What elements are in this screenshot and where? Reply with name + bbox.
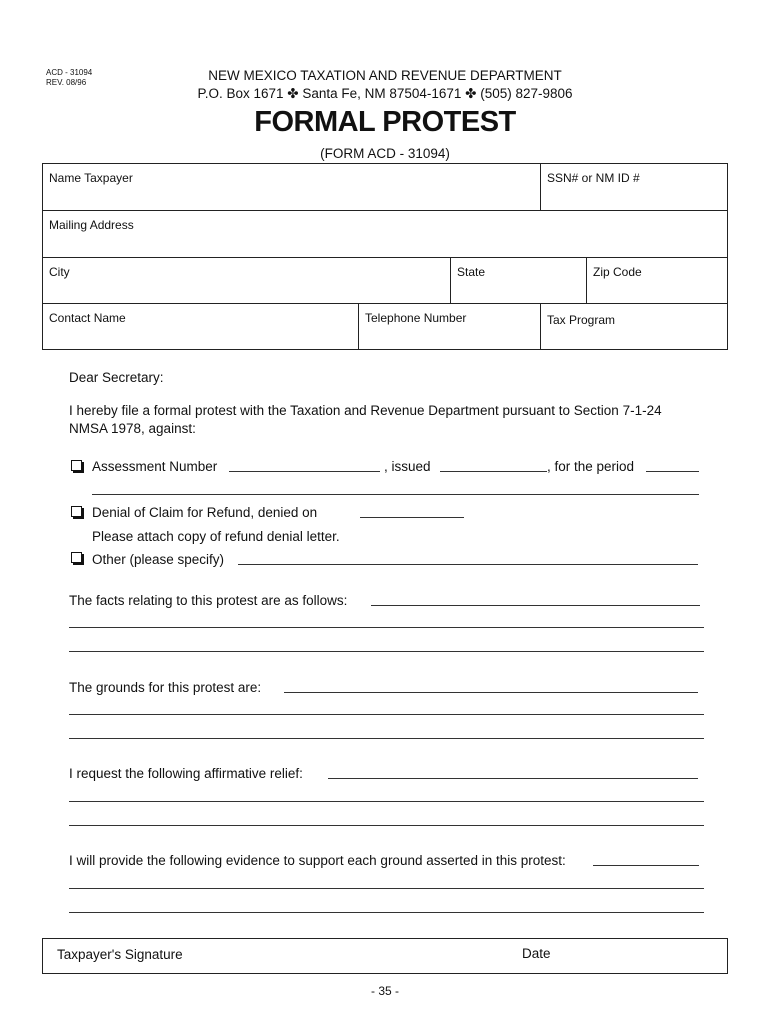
period-label: , for the period xyxy=(547,459,635,474)
other-label: Other (please specify) xyxy=(92,552,225,567)
form-revision: REV. 08/96 xyxy=(46,78,87,87)
name-taxpayer-label: Name Taxpayer xyxy=(49,171,133,185)
mailing-address-field[interactable] xyxy=(43,211,727,258)
evidence-line-2[interactable] xyxy=(69,888,704,889)
signature-box xyxy=(42,938,728,974)
denial-label: Denial of Claim for Refund, denied on xyxy=(92,505,318,520)
relief-line-1[interactable] xyxy=(328,778,698,779)
denial-note: Please attach copy of refund denial letter. xyxy=(92,529,340,544)
facts-line-1[interactable] xyxy=(371,605,700,606)
taxpayer-signature-field[interactable]: Taxpayer's Signature xyxy=(57,947,183,962)
evidence-line-3[interactable] xyxy=(69,912,704,913)
taxpayer-info-grid xyxy=(42,163,728,350)
grounds-label: The grounds for this protest are: xyxy=(69,680,262,695)
tax-program-label: Tax Program xyxy=(547,313,616,327)
form-subtitle: (FORM ACD - 31094) xyxy=(320,146,450,161)
tax-program-field[interactable] xyxy=(541,304,727,349)
contact-name-label: Contact Name xyxy=(49,311,126,325)
grounds-line-2[interactable] xyxy=(69,714,704,715)
intro-line-1: I hereby file a formal protest with the Taxation and Revenue Department pursuant to Section 7-1-24 xyxy=(69,403,662,418)
assessment-continuation-line[interactable] xyxy=(92,494,699,495)
state-field[interactable] xyxy=(451,258,587,304)
mailing-address-label: Mailing Address xyxy=(49,218,134,232)
department-address: P.O. Box 1671 ✤ Santa Fe, NM 87504-1671 ✤ (505) 827-9806 xyxy=(197,86,573,101)
city-field[interactable] xyxy=(43,258,451,304)
state-label: State xyxy=(457,265,486,279)
contact-name-field[interactable] xyxy=(43,304,359,349)
city-label: City xyxy=(49,265,70,279)
zip-field[interactable] xyxy=(587,258,727,304)
facts-label: The facts relating to this protest are as follows: xyxy=(69,593,348,608)
name-taxpayer-field[interactable] xyxy=(43,164,541,211)
facts-line-3[interactable] xyxy=(69,651,704,652)
facts-line-2[interactable] xyxy=(69,627,704,628)
zip-label: Zip Code xyxy=(593,265,642,279)
other-specify-line[interactable] xyxy=(238,564,698,565)
relief-line-2[interactable] xyxy=(69,801,704,802)
denial-date-line[interactable] xyxy=(360,517,464,518)
grounds-line-1[interactable] xyxy=(284,692,698,693)
date-field[interactable]: Date xyxy=(522,946,551,961)
ssn-field[interactable] xyxy=(541,164,727,211)
assessment-number-line[interactable] xyxy=(229,471,380,472)
denial-checkbox[interactable] xyxy=(71,506,82,517)
assessment-checkbox[interactable] xyxy=(71,460,82,471)
issued-date-line[interactable] xyxy=(440,471,547,472)
issued-label: , issued xyxy=(384,459,431,474)
grounds-line-3[interactable] xyxy=(69,738,704,739)
ssn-label: SSN# or NM ID # xyxy=(547,171,640,185)
other-checkbox[interactable] xyxy=(71,552,82,563)
telephone-field[interactable] xyxy=(359,304,541,349)
evidence-label: I will provide the following evidence to support each ground asserted in this protest: xyxy=(69,853,566,868)
telephone-label: Telephone Number xyxy=(365,311,467,325)
relief-line-3[interactable] xyxy=(69,825,704,826)
salutation: Dear Secretary: xyxy=(69,370,164,385)
department-name: NEW MEXICO TAXATION AND REVENUE DEPARTMENT xyxy=(208,68,562,83)
intro-line-2: NMSA 1978, against: xyxy=(69,421,196,436)
evidence-line-1[interactable] xyxy=(593,865,699,866)
period-line[interactable] xyxy=(646,471,699,472)
assessment-label: Assessment Number xyxy=(92,459,218,474)
page-title: FORMAL PROTEST xyxy=(254,106,516,138)
relief-label: I request the following affirmative relief: xyxy=(69,766,303,781)
form-code-number: ACD - 31094 xyxy=(46,68,93,77)
page-number: - 35 - xyxy=(370,984,399,998)
